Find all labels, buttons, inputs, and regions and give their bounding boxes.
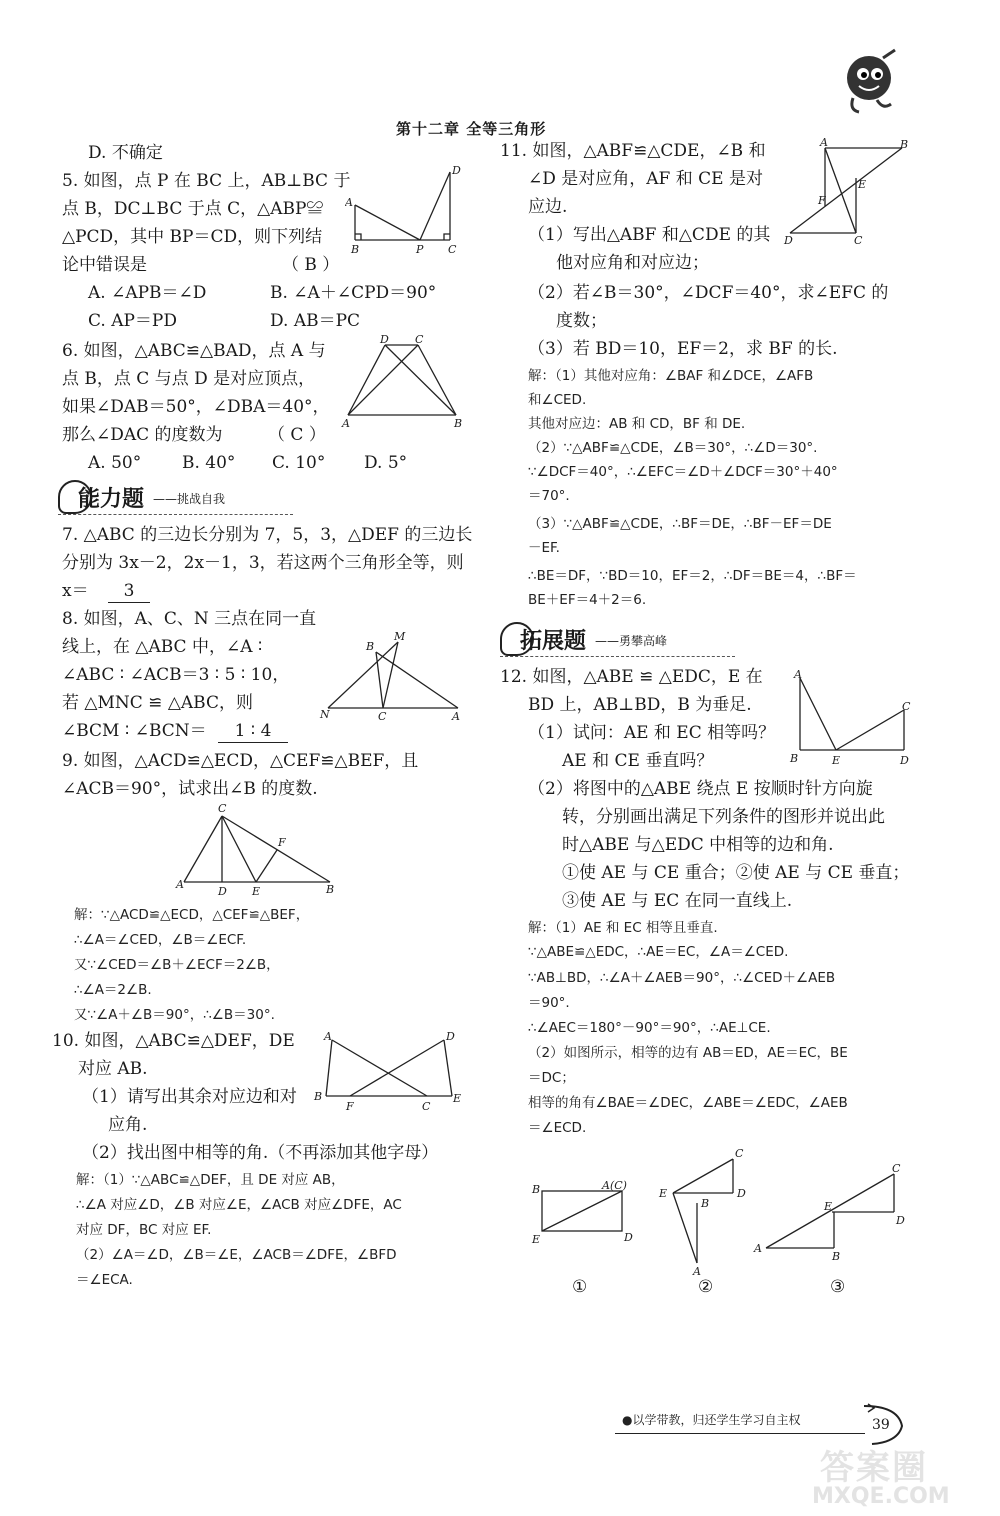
q12-fig1-label: D xyxy=(624,1231,633,1244)
q6-label: A xyxy=(342,417,350,430)
q12-fig3-label: A xyxy=(754,1242,762,1255)
q12-fig2-label: D xyxy=(737,1187,746,1200)
watermark-bottom: MXQE.COM xyxy=(812,1484,950,1509)
q6-option-b: B. 40° xyxy=(182,453,236,473)
q5-option-b: B. ∠A＋∠CPD＝90° xyxy=(270,283,437,303)
q12-line: 时△ABE 与△EDC 中相等的边和角. xyxy=(562,835,834,855)
q12-solution-line: 相等的角有∠BAE＝∠DEC，∠ABE＝∠EDC，∠AEB xyxy=(528,1095,848,1111)
q10-label: A xyxy=(324,1030,332,1043)
q11-line: ∠D 是对应角，AF 和 CE 是对 xyxy=(528,169,763,189)
q11-line: （2）若∠B＝30°，∠DCF＝40°，求∠EFC 的 xyxy=(528,283,889,303)
q11-label: D xyxy=(784,234,793,247)
q8-line: 8. 如图，A、C、N 三点在同一直 xyxy=(62,609,317,629)
q8-line: ∠ABC ∶ ∠ACB＝3 ∶ 5 ∶ 10， xyxy=(62,665,290,685)
q9-label: E xyxy=(252,885,261,898)
q9-line: ∠ACB＝90°，试求出∠B 的度数. xyxy=(62,779,318,799)
mascot-logo xyxy=(833,48,913,118)
q5-option-a: A. ∠APB＝∠D xyxy=(88,283,207,303)
q6-line: 那么∠DAC 的度数为 xyxy=(62,425,223,445)
q5-label: B xyxy=(351,243,360,256)
section-divider xyxy=(58,514,293,515)
q12-label: B xyxy=(790,752,799,765)
q11-line: 11. 如图，△ABF≌△CDE，∠B 和 xyxy=(500,141,766,161)
q7-line: 7. △ABC 的三边长分别为 7，5，3，△DEF 的三边长 xyxy=(62,525,473,545)
q10-label: B xyxy=(314,1090,323,1103)
q12-label: E xyxy=(832,754,841,767)
q6-line: 点 B，点 C 与点 D 是对应顶点， xyxy=(62,369,316,389)
q8-answer: 1 ∶ 4 xyxy=(218,720,288,743)
q12-solution-line: ＝DC； xyxy=(528,1070,575,1086)
q4-option-d: D. 不确定 xyxy=(88,143,163,163)
q5-label: P xyxy=(416,243,424,256)
q6-figure xyxy=(338,335,468,435)
q7-answer: 3 xyxy=(108,580,150,603)
q5-line: 论中错误是 xyxy=(62,255,147,275)
q6-label: C xyxy=(415,335,424,346)
q9-solution-line: 又∵∠CED＝∠B＋∠ECF＝2∠B， xyxy=(74,957,280,973)
q8-label: N xyxy=(320,708,330,721)
q10-line: 应角. xyxy=(108,1115,148,1135)
page-number: 39 xyxy=(872,1417,890,1433)
section-subtitle: ——挑战自我 xyxy=(153,492,226,506)
q6-option-a: A. 50° xyxy=(88,453,142,473)
footer-rule xyxy=(615,1433,865,1434)
q10-line: 对应 AB. xyxy=(78,1059,148,1079)
q7-line: x＝ xyxy=(62,581,89,601)
q12-answer-figure-1 xyxy=(528,1145,636,1245)
q5-label: D xyxy=(452,164,461,177)
q10-solution-line: ∴∠A 对应∠D，∠B 对应∠E，∠ACB 对应∠DFE，AC xyxy=(76,1197,402,1213)
q8-label: M xyxy=(394,630,406,643)
q11-label: B xyxy=(900,138,909,151)
q11-solution-line: 和∠CED. xyxy=(528,392,587,408)
q9-line: 9. 如图，△ACD≌△ECD，△CEF≌△BEF，且 xyxy=(62,751,419,771)
q12-fig1-label: B xyxy=(532,1183,541,1196)
q12-fig1-label: E xyxy=(532,1233,541,1245)
q12-fig2-label: A xyxy=(693,1265,701,1275)
q8-label: C xyxy=(378,710,387,723)
q9-label: A xyxy=(176,878,184,891)
q10-line: 10. 如图，△ABC≌△DEF，DE xyxy=(52,1031,295,1051)
q9-label: D xyxy=(218,885,227,898)
q9-figure xyxy=(170,800,340,900)
q12-line: （1）试问：AE 和 EC 相等吗？ xyxy=(528,723,776,743)
q12-figure-caption: ② xyxy=(698,1277,714,1297)
q5-option-d: D. AB＝PC xyxy=(270,311,361,331)
q12-answer-figure-3 xyxy=(752,1160,912,1260)
q12-fig1-label: A(C) xyxy=(602,1179,627,1192)
section-divider xyxy=(500,656,735,657)
q11-solution-line: （2）∵△ABF≌△CDE，∠B＝30°，∴∠D＝30°. xyxy=(528,440,818,456)
section-title: 能力题 xyxy=(78,487,145,512)
q12-figure xyxy=(784,668,919,768)
q10-solution-line: 解：（1）∵△ABC≌△DEF，且 DE 对应 AB， xyxy=(76,1172,345,1188)
q11-line: 度数； xyxy=(556,311,607,331)
q12-fig2-label: C xyxy=(735,1147,744,1160)
q12-line: ①使 AE 与 CE 重合；②使 AE 与 CE 垂直； xyxy=(562,863,910,883)
q5-option-c: C. AP＝PD xyxy=(88,311,177,331)
q9-label: B xyxy=(326,883,335,896)
q9-solution-line: ∴∠A＝2∠B. xyxy=(74,982,152,998)
q5-answer: （ B ） xyxy=(282,255,340,275)
q11-label: C xyxy=(854,234,863,247)
q6-line: 6. 如图，△ABC≌△BAD，点 A 与 xyxy=(62,341,326,361)
q6-answer: （ C ） xyxy=(268,425,326,445)
q9-solution-line: ∴∠A＝∠CED，∠B＝∠ECF. xyxy=(74,932,247,948)
q10-label: C xyxy=(422,1100,431,1113)
q12-line: AE 和 CE 垂直吗？ xyxy=(562,751,714,771)
section-title: 拓展题 xyxy=(520,629,587,654)
q10-solution-line: 对应 DF，BC 对应 EF. xyxy=(76,1222,212,1238)
q12-solution-line: ＝90°. xyxy=(528,995,570,1011)
q6-label: B xyxy=(454,417,463,430)
q12-solution-line: ∴∠AEC＝180°－90°＝90°，∴AE⊥CE. xyxy=(528,1020,771,1036)
q11-label: F xyxy=(818,194,826,207)
q12-figure-caption: ① xyxy=(572,1277,588,1297)
q10-solution-line: ＝∠ECA. xyxy=(76,1272,133,1288)
q6-option-c: C. 10° xyxy=(272,453,326,473)
q11-line: （1）写出△ABF 和△CDE 的其 xyxy=(528,225,771,245)
q9-label: F xyxy=(278,836,286,849)
q5-figure xyxy=(345,160,465,260)
q12-line: 12. 如图，△ABE ≌ △EDC，E 在 xyxy=(500,667,763,687)
q11-label: A xyxy=(820,136,828,149)
q12-fig3-label: E xyxy=(824,1200,833,1213)
q5-label: C xyxy=(448,243,457,256)
q11-solution-line: 其他对应边：AB 和 CD，BF 和 DE. xyxy=(528,416,746,432)
q10-label: F xyxy=(346,1100,354,1113)
q8-line: ∠BCM ∶ ∠BCN＝ xyxy=(62,721,207,741)
section-banner-extension xyxy=(500,622,740,656)
q8-line: 线上，在 △ABC 中，∠A ∶ xyxy=(62,637,263,657)
q9-label: C xyxy=(218,802,227,815)
q11-label: E xyxy=(858,178,867,191)
q5-line: 点 B，DC⊥BC 于点 C，△ABP≌ xyxy=(62,199,324,219)
q10-line: （2）找出图中相等的角.（不再添加其他字母） xyxy=(82,1143,439,1163)
footer-slogan: ●以学带教，归还学生学习自主权 xyxy=(622,1413,801,1427)
q12-label: D xyxy=(900,754,909,767)
q11-solution-line: －EF. xyxy=(528,540,560,556)
q12-label: C xyxy=(902,700,911,713)
q12-figure-caption: ③ xyxy=(830,1277,846,1297)
q8-figure xyxy=(318,630,468,730)
watermark-top: 答案圈 xyxy=(820,1448,928,1488)
q11-figure xyxy=(780,136,915,251)
q11-solution-line: （3）∵△ABF≌△CDE，∴BF＝DE，∴BF－EF＝DE xyxy=(528,516,832,532)
q5-line: 5. 如图，点 P 在 BC 上，AB⊥BC 于 xyxy=(62,171,351,191)
q8-line: 若 △MNC ≌ △ABC，则 xyxy=(62,693,253,713)
q7-line: 分别为 3x－2，2x－1，3，若这两个三角形全等，则 xyxy=(62,553,464,573)
q5-line: △PCD，其中 BP＝CD，则下列结 xyxy=(62,227,323,247)
q8-label: B xyxy=(366,640,375,653)
q11-solution-line: ∴BE＝DF，∵BD＝10，EF＝2，∴DF＝BE＝4，∴BF＝ xyxy=(528,568,857,584)
q12-label: A xyxy=(794,668,802,681)
q12-solution-line: ∵△ABE≌△EDC，∴AE＝EC，∠A＝∠CED. xyxy=(528,944,789,960)
section-subtitle: ——勇攀高峰 xyxy=(595,634,668,648)
q11-solution-line: 解：（1）其他对应角：∠BAF 和∠DCE，∠AFB xyxy=(528,368,814,384)
q11-line: 应边. xyxy=(528,197,568,217)
q12-fig3-label: B xyxy=(832,1250,841,1260)
section-banner-ability xyxy=(58,480,298,514)
q6-option-d: D. 5° xyxy=(364,453,408,473)
q9-solution-line: 又∵∠A＋∠B＝90°，∴∠B＝30°. xyxy=(74,1007,275,1023)
q11-line: （3）若 BD＝10，EF＝2，求 BF 的长. xyxy=(528,339,838,359)
q8-label: A xyxy=(452,710,460,723)
q10-label: E xyxy=(453,1092,462,1105)
q12-solution-line: （2）如图所示，相等的边有 AB＝ED，AE＝EC，BE xyxy=(528,1045,848,1061)
q12-solution-line: ∵AB⊥BD，∴∠A＋∠AEB＝90°，∴∠CED＋∠AEB xyxy=(528,970,836,986)
chapter-title: 第十二章 全等三角形 xyxy=(396,120,547,138)
q12-line: 转，分别画出满足下列条件的图形并说出此 xyxy=(562,807,885,827)
q5-label: A xyxy=(345,196,353,209)
q11-solution-line: BE＋EF＝4＋2＝6. xyxy=(528,592,647,608)
q6-label: D xyxy=(380,335,389,346)
q12-solution-line: ＝∠ECD. xyxy=(528,1120,587,1136)
q12-line: BD 上，AB⊥BD，B 为垂足. xyxy=(528,695,752,715)
q6-line: 如果∠DAB＝50°，∠DBA＝40°， xyxy=(62,397,330,417)
q12-fig2-label: E xyxy=(659,1187,668,1200)
q12-fig3-label: D xyxy=(896,1214,905,1227)
q12-line: ③使 AE 与 EC 在同一直线上. xyxy=(562,891,793,911)
q10-figure xyxy=(312,1030,464,1115)
q11-solution-line: ∵∠DCF＝40°，∴∠EFC＝∠D＋∠DCF＝30°＋40° xyxy=(528,464,838,480)
q12-fig2-label: B xyxy=(701,1197,710,1210)
q11-solution-line: ＝70°. xyxy=(528,488,570,504)
q10-label: D xyxy=(446,1030,455,1043)
q12-solution-line: 解：（1）AE 和 EC 相等且垂直. xyxy=(528,920,718,936)
q9-solution-line: 解：∵△ACD≌△ECD，△CEF≌△BEF， xyxy=(74,907,310,923)
q11-line: 他对应角和对应边； xyxy=(556,253,709,273)
q12-answer-figure-2 xyxy=(655,1145,755,1275)
q10-solution-line: （2）∠A＝∠D，∠B＝∠E，∠ACB＝∠DFE，∠BFD xyxy=(76,1247,397,1263)
q12-fig3-label: C xyxy=(892,1162,901,1175)
q10-line: （1）请写出其余对应边和对 xyxy=(82,1087,297,1107)
q12-line: （2）将图中的△ABE 绕点 E 按顺时针方向旋 xyxy=(528,779,873,799)
